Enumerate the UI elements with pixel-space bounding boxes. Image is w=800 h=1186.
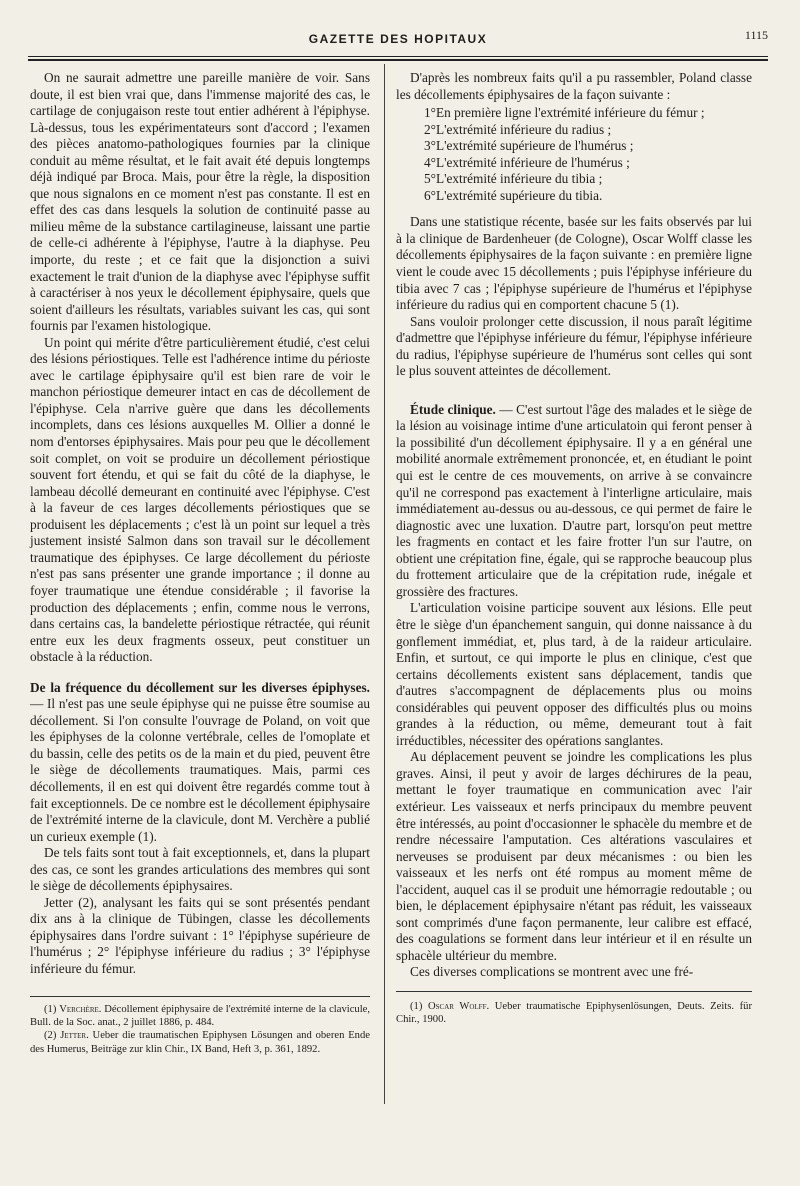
- paragraph: Dans une statistique récente, basée sur les faits observés par lui à la clinique de Bardenheuer (de Cologne), Oscar Wolff classe les décollements épiphysaires de la façon suivante : en première ligne vient le coude avec 15 décollements ; puis l'épiphyse inférieure du tibia avec 7 cas ; l'épiphyse supérieure de l'humérus et l'épiphyse inférieure du radius qui en comportent chacune 5 (1).: [396, 214, 752, 313]
- footnote-author: Verchère.: [59, 1003, 102, 1015]
- page-header: [28, 28, 768, 48]
- footnote-text: Ueber traumatische Epiphysenlösungen, Deuts. Zeits. für Chir., 1900.: [396, 1000, 752, 1026]
- footnote-rule: [30, 996, 370, 997]
- ranking-list: [396, 105, 752, 204]
- footnote-rule: [396, 991, 752, 992]
- footnote-number: (2): [44, 1030, 57, 1042]
- paragraph: Jetter (2), analysant les faits qui se sont présentés pendant dix ans à la clinique de Tübingen, classe les décollements épiphysaires dans l'ordre suivant : 1° l'épiphyse supérieure de l'humérus ; 2° l'épiphyse inférieure du radius ; 3° l'épiphyse inférieure du fémur.: [30, 894, 370, 976]
- footnote: [396, 1000, 752, 1027]
- list-item: 5°L'extrémité inférieure du tibia ;: [424, 171, 603, 187]
- section-paragraph: [396, 402, 752, 601]
- paragraph: Au déplacement peuvent se joindre les complications les plus graves. Ainsi, il peut y avoir de larges déchirures de la peau, mettant le foyer traumatique en communication avec l'air extérieur. Les vaisseaux et nerfs principaux du membre peuvent être intéressés, au point d'occasionner le sphacèle du membre et de rendre nécessaire l'amputation. Ces altérations vasculaires et nerveuses se produisent par deux mécanismes : ou bien les vaisseaux et les nerfs ont été rompus au moment même de l'accident, auquel cas il se produit une hémorragie redoutable ; ou bien, le déplacement épiphysaire n'étant pas réduit, les vaisseaux sont comprimés d'une façon permanente, leur calibre est effacé, des coagulations se forment dans leur intérieur et il en résulte un sphacèle ultérieur du membre.: [396, 749, 752, 963]
- footnote-text: Décollement épiphysaire de l'extrémité interne de la clavicule, Bull. de la Soc. anat., 2 juillet 1886, p. 484.: [30, 1003, 370, 1028]
- journal-title: GAZETTE DES HOPITAUX: [308, 32, 488, 46]
- list-item: 3°L'extrémité supérieure de l'humérus ;: [424, 138, 634, 154]
- paragraph: On ne saurait admettre une pareille manière de voir. Sans doute, il est bien vrai que, dans l'immense majorité des cas, le cartilage de conjugaison reste tout entier adhérent à l'épiphyse. Là-dessus, tous les expérimentateurs sont d'accord ; l'examen des pièces anatomo-pathologiques fournies par la clinique conduit au même résultat, et le fait avait été depuis longtemps déjà indiqué par Broca. Mais, pour être la règle, la disposition que nous signalons en ce moment n'est pas constante. Il est en effet des cas dans lesquels la solution de continuité passe au milieu même de la substance cartilagineuse, laissant une partie de celle-ci adhérente à l'épiphyse, l'autre à la diaphyse. Peu importe, du reste ; et ce fait que la disjonction a suivi exactement le trait d'union de la diaphyse avec l'épiphyse suffit à caractériser à nos yeux le décollement épiphysaire, quels que soient d'ailleurs les résultats, variables suivant les cas, qui sont fournis par l'examen histologique.: [30, 70, 370, 334]
- right-column: [396, 70, 752, 1027]
- section-heading: Étude clinique.: [410, 401, 496, 417]
- paragraph: D'après les nombreux faits qu'il a pu rassembler, Poland classe les décollements épiphysaires de la façon suivante :: [396, 70, 752, 102]
- page-number: 1115: [744, 28, 768, 42]
- paragraph: Ces diverses complications se montrent avec une fré-: [410, 964, 694, 980]
- section-paragraph: [30, 680, 370, 845]
- footnote: [30, 1003, 370, 1030]
- footnote-text: Ueber die traumatischen Epiphysen Lösungen and oberen Ende des Humerus, Beiträge zur klin Chir., IX Band, Heft 3, p. 361, 1892.: [30, 1030, 370, 1055]
- section-text: — Il n'est pas une seule épiphyse qui ne puisse être soumise au décollement. Si l'on consulte l'ouvrage de Poland, on voit que les épiphyses de la colonne vertébrale, celles de l'omoplate et du bassin, celle des petits os de la main et du pied, peuvent être le siège de décollements traumatiques. Mais, parmi ces décollements, il en est qui doivent être regardés comme tout à fait exceptionnels. De ce nombre est le décollement épiphysaire de l'extrémité interne de la clavicule, dont M. Verchère a publié un curieux exemple (1).: [30, 696, 370, 844]
- footnote-number: (1): [410, 1000, 423, 1012]
- paragraph: De tels faits sont tout à fait exceptionnels, et, dans la plupart des cas, ce sont les grandes articulations des membres qui sont le siège de décollements épiphysaires.: [30, 845, 370, 894]
- footnote: [30, 1029, 370, 1056]
- list-item: 6°L'extrémité supérieure du tibia.: [424, 187, 603, 203]
- footnote-number: (1): [44, 1003, 57, 1015]
- section-heading: De la fréquence du décollement sur les diverses épiphyses.: [30, 679, 370, 695]
- header-rule-thick: [28, 59, 768, 61]
- footnote-author: Jetter.: [60, 1030, 89, 1042]
- list-item: 2°L'extrémité inférieure du radius ;: [424, 121, 612, 137]
- footnote-author: Oscar Wolff.: [427, 1000, 490, 1012]
- list-item: 1°En première ligne l'extrémité inférieure du fémur ;: [424, 105, 705, 121]
- column-separator: [384, 64, 385, 1104]
- paragraph: L'articulation voisine participe souvent aux lésions. Elle peut être le siège d'un épanchement sanguin, qui donne naissance à du gonflement immédiat, et, plus tard, à de la raideur articulaire. Enfin, et surtout, ce qui importe le plus en clinique, c'est que certains décollements existent sans déplacement, tandis que d'autres s'accompagnent de déplacements plus ou moins considérables qui peuvent opposer des difficultés plus ou moins grandes à la réduction, ou même, demeurant tout à fait irréductibles, nécessiter des opérations sanglantes.: [396, 600, 752, 748]
- list-item: 4°L'extrémité inférieure de l'humérus ;: [424, 154, 630, 170]
- paragraph: Un point qui mérite d'être particulièrement étudié, c'est celui des lésions périostiques. Telle est l'adhérence intime du périoste avec le cartilage épiphysaire qu'il est bien rare de voir le manchon périostique demeurer intact en cas de décollement de l'épiphyse. Cela n'arrive guère que dans les décollements incomplets, dans ces lésions auxquelles M. Ollier a donné le nom d'entorses épiphysaires. Mais pour peu que le décollement soit complet, on voit se produire un décollement périostique souvent fort étendu, et qui se fait du côté de la diaphyse, le lambeau décollé demeurant en continuité avec l'épiphyse. C'est à la faveur de ces larges décollements périostiques que se produisent les déplacements ; c'est là un point sur lequel a très justement insisté Salmon dans son travail sur le décollement traumatique des épiphyses. Ce large décollement du périoste n'est pas sans présenter une grande importance ; il donne au foyer traumatique une étendue considérable ; il favorise la production des déplacements ; enfin, comme nous le verrons, dans certains cas, la bandelette périostique rétractée, qui réunit entre eux les deux fragments osseux, peut constituer un obstacle à la réduction.: [30, 334, 370, 665]
- section-text: — C'est surtout l'âge des malades et le siège de la lésion au voisinage intime d'une articulatoin qui feront penser à la possibilité d'un décollement épiphysaire. Il y a en général une mobilité anormale extrêmement prononcée, et, en étudiant le point qui est le centre de ces mouvements, on arrive à se convaincre qu'il ne correspond pas exactement à l'interligne articulaire, mais immédiatement au-dessus ou au-dessous, ce qui permet de faire le diagnostic avec une luxation. D'autre part, lorsqu'on peut mettre les fragments en contact et les faire frotter l'un sur l'autre, on obtient une crépitation fine, égale, qui se rapproche beaucoup plus du frottement articulaire que de la crépitation rude, inégale et grossière des fractures.: [396, 401, 752, 599]
- header-rule: [28, 56, 768, 57]
- paragraph: Sans vouloir prolonger cette discussion, il nous paraît légitime d'admettre que l'épiphyse inférieure du fémur, l'épiphyse inférieure du radius, l'épiphyse supérieure de l'humérus sont celles qui sont le plus souvent atteintes de décollement.: [396, 313, 752, 379]
- left-column: [30, 70, 370, 1056]
